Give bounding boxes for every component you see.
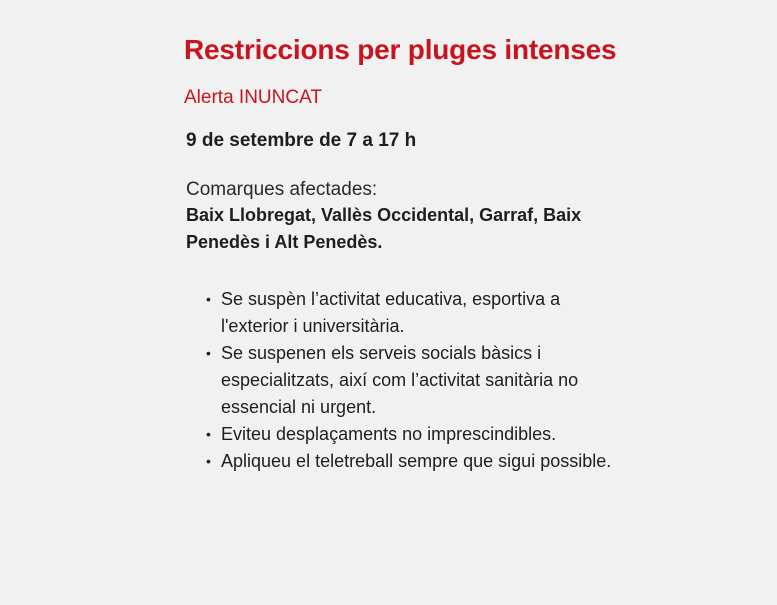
alert-label: Alerta INUNCAT — [184, 87, 322, 108]
notice-title: Restriccions per pluges intenses — [184, 34, 617, 65]
bullet-icon: • — [206, 345, 211, 361]
measure-text: Se suspèn l’activitat educativa, esportiva a l'exterior i universitària. — [221, 289, 561, 336]
bullet-icon: • — [206, 453, 211, 469]
bullet-icon: • — [206, 291, 211, 307]
date-time: 9 de setembre de 7 a 17 h — [186, 130, 417, 151]
regions-label: Comarques afectades: — [186, 179, 378, 200]
measures-list — [184, 286, 654, 475]
list-item — [184, 286, 621, 340]
notice-card — [184, 34, 654, 475]
affected-regions: Baix Llobregat, Vallès Occidental, Garraf, Baix Penedès i Alt Penedès. — [186, 205, 582, 252]
measure-text: Apliqueu el teletreball sempre que sigui possible. — [221, 451, 612, 471]
measure-text: Eviteu desplaçaments no imprescindibles. — [221, 424, 557, 444]
bullet-icon: • — [206, 426, 211, 442]
list-item — [184, 421, 621, 448]
list-item — [184, 340, 621, 421]
measure-text: Se suspenen els serveis socials bàsics i especialitzats, així com l’activitat sanitària no essencial ni urgent. — [221, 343, 579, 417]
list-item — [184, 448, 621, 475]
